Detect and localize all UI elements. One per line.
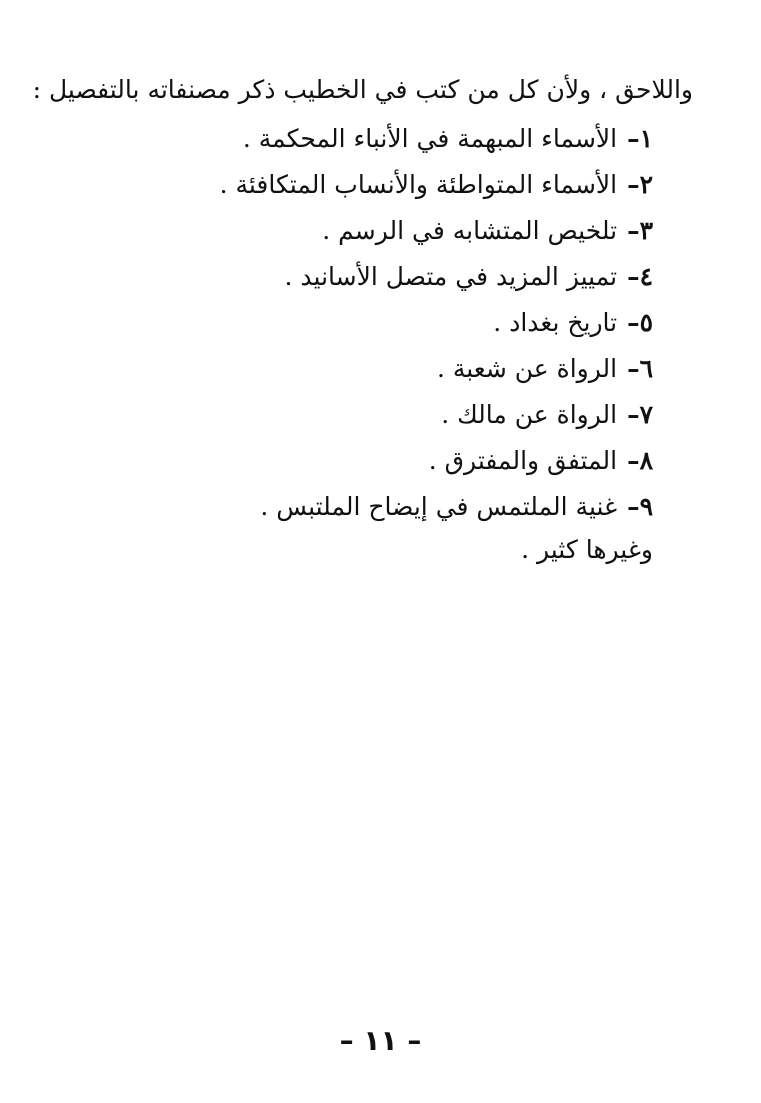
list-item-text: الأسماء المتواطئة والأنساب المتكافئة . (219, 170, 618, 199)
list-item-text: الرواة عن شعبة . (436, 354, 618, 383)
list-item-number: ٦– (627, 354, 653, 383)
list-item (150, 484, 653, 530)
list-item-number: ١– (627, 124, 653, 153)
list-item-text: الرواة عن مالك . (441, 400, 618, 429)
list-item-number: ٧– (627, 400, 653, 429)
list-item (150, 116, 653, 162)
closing-line: وغيرها كثير . (521, 535, 653, 564)
list-item-number: ٨– (627, 446, 653, 475)
list-item (150, 162, 653, 208)
list-item (150, 300, 653, 346)
list-item-text: غنية الملتمس في إيضاح الملتبس . (260, 492, 618, 521)
intro-paragraph: واللاحق ، ولأن كل من كتب في الخطيب ذكر مصنفاته بالتفصيل : (32, 75, 693, 104)
list-item-text: المتفق والمفترق . (428, 446, 618, 475)
works-list (150, 116, 653, 530)
list-item-text: الأسماء المبهمة في الأنباء المحكمة . (242, 124, 618, 153)
list-item (150, 438, 653, 484)
list-item-number: ٢– (627, 170, 653, 199)
list-item-text: تاريخ بغداد . (493, 308, 618, 337)
list-item-number: ٣– (627, 216, 653, 245)
list-item-number: ٩– (627, 492, 653, 521)
list-item (150, 208, 653, 254)
list-item (150, 346, 653, 392)
list-item-text: تلخيص المتشابه في الرسم . (322, 216, 618, 245)
list-item-text: تمييز المزيد في متصل الأسانيد . (284, 262, 618, 291)
page-number: – ١١ – (339, 1024, 422, 1057)
list-item-number: ٤– (627, 262, 653, 291)
list-item-number: ٥– (627, 308, 653, 337)
list-item (150, 392, 653, 438)
list-item (150, 254, 653, 300)
